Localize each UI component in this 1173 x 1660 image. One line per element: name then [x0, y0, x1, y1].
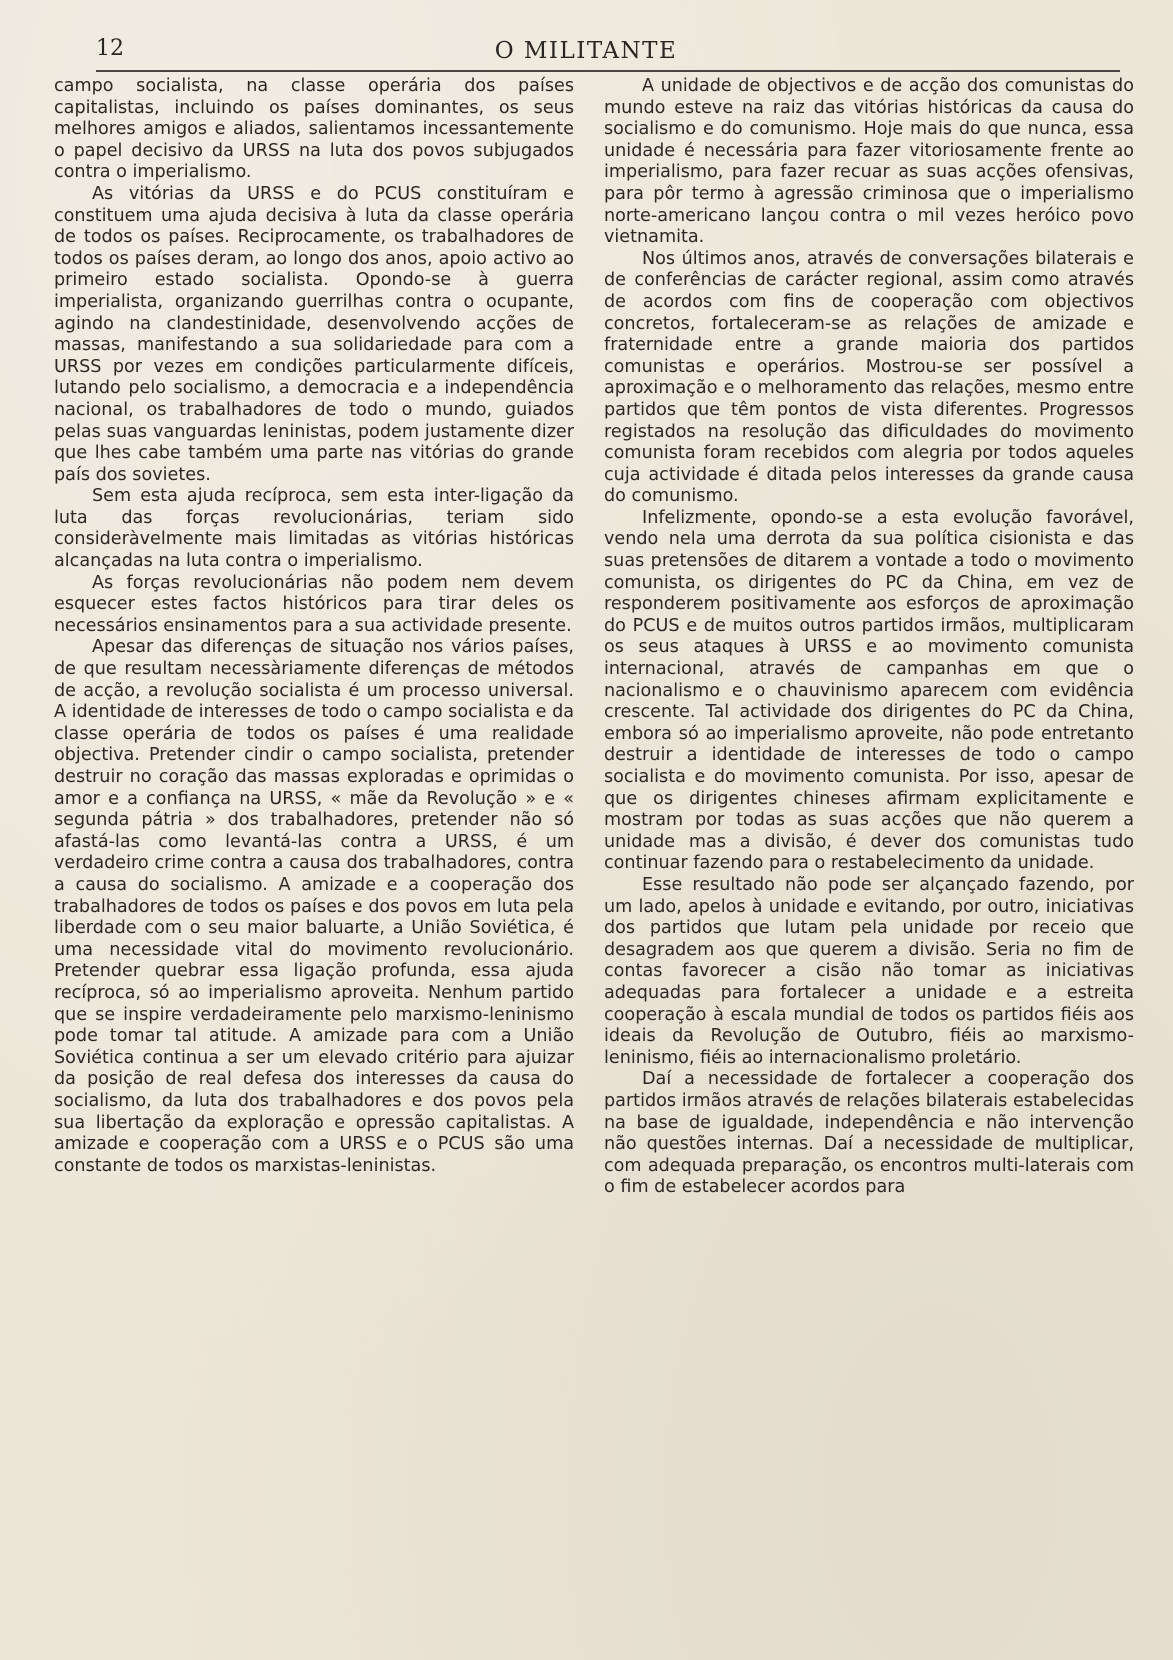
page-number: 12	[96, 36, 124, 61]
left-paragraph-4: As forças revolucionárias não podem nem devem esquecer estes factos históricos para tirar deles os necessários ensinamentos para a sua actividade presente.	[54, 572, 574, 636]
left-paragraph-5: Apesar das diferenças de situação nos vários países, de que resultam necessàriamente diferenças de métodos de acção, a revolução socialista é um processo universal. A identidade de interesses de todo o campo socialista e da classe operária de todos os países é uma realidade objectiva. Pretender cindir o campo socialista, pretender destruir no coração das massas exploradas e oprimidas o amor e a confiança na URSS, « mãe da Revolução » e « segunda pátria » dos trabalhadores, pretender não só afastá-las como levantá-las contra a URSS, é um verdadeiro crime contra a causa dos trabalhadores, contra a causa do socialismo. A amizade e a cooperação dos trabalhadores de todos os países e dos povos em luta pela liberdade com o seu maior baluarte, a União Soviética, é uma necessidade vital do movimento revolucionário. Pretender quebrar essa ligação profunda, essa ajuda recíproca, só ao imperialismo aproveita. Nenhum partido que se inspire verdadeiramente pelo marxismo-leninismo pode tomar tal atitude. A amizade para com a União Soviética continua a ser um elevado critério para ajuizar da posição de real defesa dos interesses da causa do socialismo, da luta dos trabalhadores e dos povos pela sua libertação da exploração e opressão capitalistas. A amizade e cooperação com a URSS e o PCUS são uma constante de todos os marxistas-leninistas.	[54, 637, 575, 1176]
right-paragraph-4: Esse resultado não pode ser alçançado fazendo, por um lado, apelos à unidade e evitando, por outro, iniciativas dos partidos que lutam pela unidade por receio que desagradem aos que querem a divisão. Seria no fim de contas favorecer a cisão não tomar as iniciativas adequadas para fortalecer a unidade e a estreita cooperação à escala mundial de todos os partidos fiéis aos ideais da Revolução de Outubro, fiéis ao marxismo-leninismo, fiéis ao internacionalismo proletário.	[604, 874, 1134, 1068]
right-paragraph-1: A unidade de objectivos e de acção dos comunistas do mundo esteve na raiz das vitórias históricas da causa do socialismo e do comunismo. Hoje mais do que nunca, essa unidade é necessária para fazer vitoriosamente frente ao imperialismo, para fazer recuar as suas acções ofensivas, para pôr termo à agressão criminosa que o imperialismo norte-americano lançou contra o mil vezes heróico povo vietnamita.	[604, 76, 1134, 248]
right-paragraph-3: Infelizmente, opondo-se a esta evolução favorável, vendo nela uma derrota da sua política cisionista e das suas pretensões de ditarem a vontade a todo o movimento comunista, os dirigentes do PC da China, em vez de responderem positivamente aos esforços de aproximação do PCUS e de muitos outros partidos irmãos, multiplicaram os seus ataques à URSS e ao movimento comunista internacional, através de campanhas em que o nacionalismo e o chauvinismo aparecem com evidência crescente. Tal actividade dos dirigentes do PC da China, embora só ao imperialismo aproveite, não pode entretanto destruir a identidade de interesses de todo o campo socialista e do movimento comunista. Por isso, apesar de que os dirigentes chineses afirmam explicitamente e mostram por todas as suas acções que não querem a unidade mas a divisão, é dever dos comunistas tudo continuar fazendo para o restabelecimento da unidade.	[604, 507, 1134, 874]
left-column	[54, 76, 574, 1177]
header-rule	[96, 70, 1120, 72]
page-header	[52, 32, 1120, 72]
left-paragraph-3: Sem esta ajuda recíproca, sem esta inter-ligação da luta das forças revolucionárias, teriam sido consideràvelmente mais limitadas as vitórias históricas alcançadas na luta contra o imperialismo.	[54, 486, 574, 572]
right-paragraph-2: Nos últimos anos, através de conversações bilaterais e de conferências de carácter regional, assim como através de acordos com fins de cooperação com objectivos concretos, fortaleceram-se as relações de amizade e fraternidade entre a grande maioria dos partidos comunistas e operários. Mostrou-se ser possível a aproximação e o melhoramento das relações, mesmo entre partidos que têm pontos de vista diferentes. Progressos registados na resolução das dificuldades do movimento comunista foram recebidos com alegria por todos aqueles cuja actividade é ditada pelos interesses da grande causa do comunismo.	[604, 248, 1134, 507]
journal-title: O MILITANTE	[494, 38, 678, 64]
right-paragraph-5: Daí a necessidade de fortalecer a cooperação dos partidos irmãos através de relações bilaterais estabelecidas na base de igualdade, independência e não intervenção não questões internas. Daí a necessidade de multiplicar, com adequada preparação, os encontros multi-laterais com o fim de estabelecer acordos para	[604, 1069, 1134, 1198]
left-paragraph-1: campo socialista, na classe operária dos países capitalistas, incluindo os países dominantes, os seus melhores amigos e aliados, salientamos incessantemente o papel decisivo da URSS na luta dos povos subjugados contra o imperialismo.	[54, 76, 574, 183]
right-column	[604, 76, 1134, 1199]
left-paragraph-2: As vitórias da URSS e do PCUS constituíram e constituem uma ajuda decisiva à luta da classe operária de todos os países. Reciprocamente, os trabalhadores de todos os países deram, ao longo dos anos, apoio activo ao primeiro estado socialista. Opondo-se à guerra imperialista, organizando guerrilhas contra o ocupante, agindo na clandestinidade, desenvolvendo acções de massas, manifestando a sua solidariedade para com a URSS por vezes em condições particularmente difíceis, lutando pelo socialismo, a democracia e a independência nacional, os trabalhadores de todo o mundo, guiados pelas suas vanguardas leninistas, podem justamente dizer que lhes cabe também uma parte nas vitórias do grande país dos sovietes.	[54, 183, 574, 485]
